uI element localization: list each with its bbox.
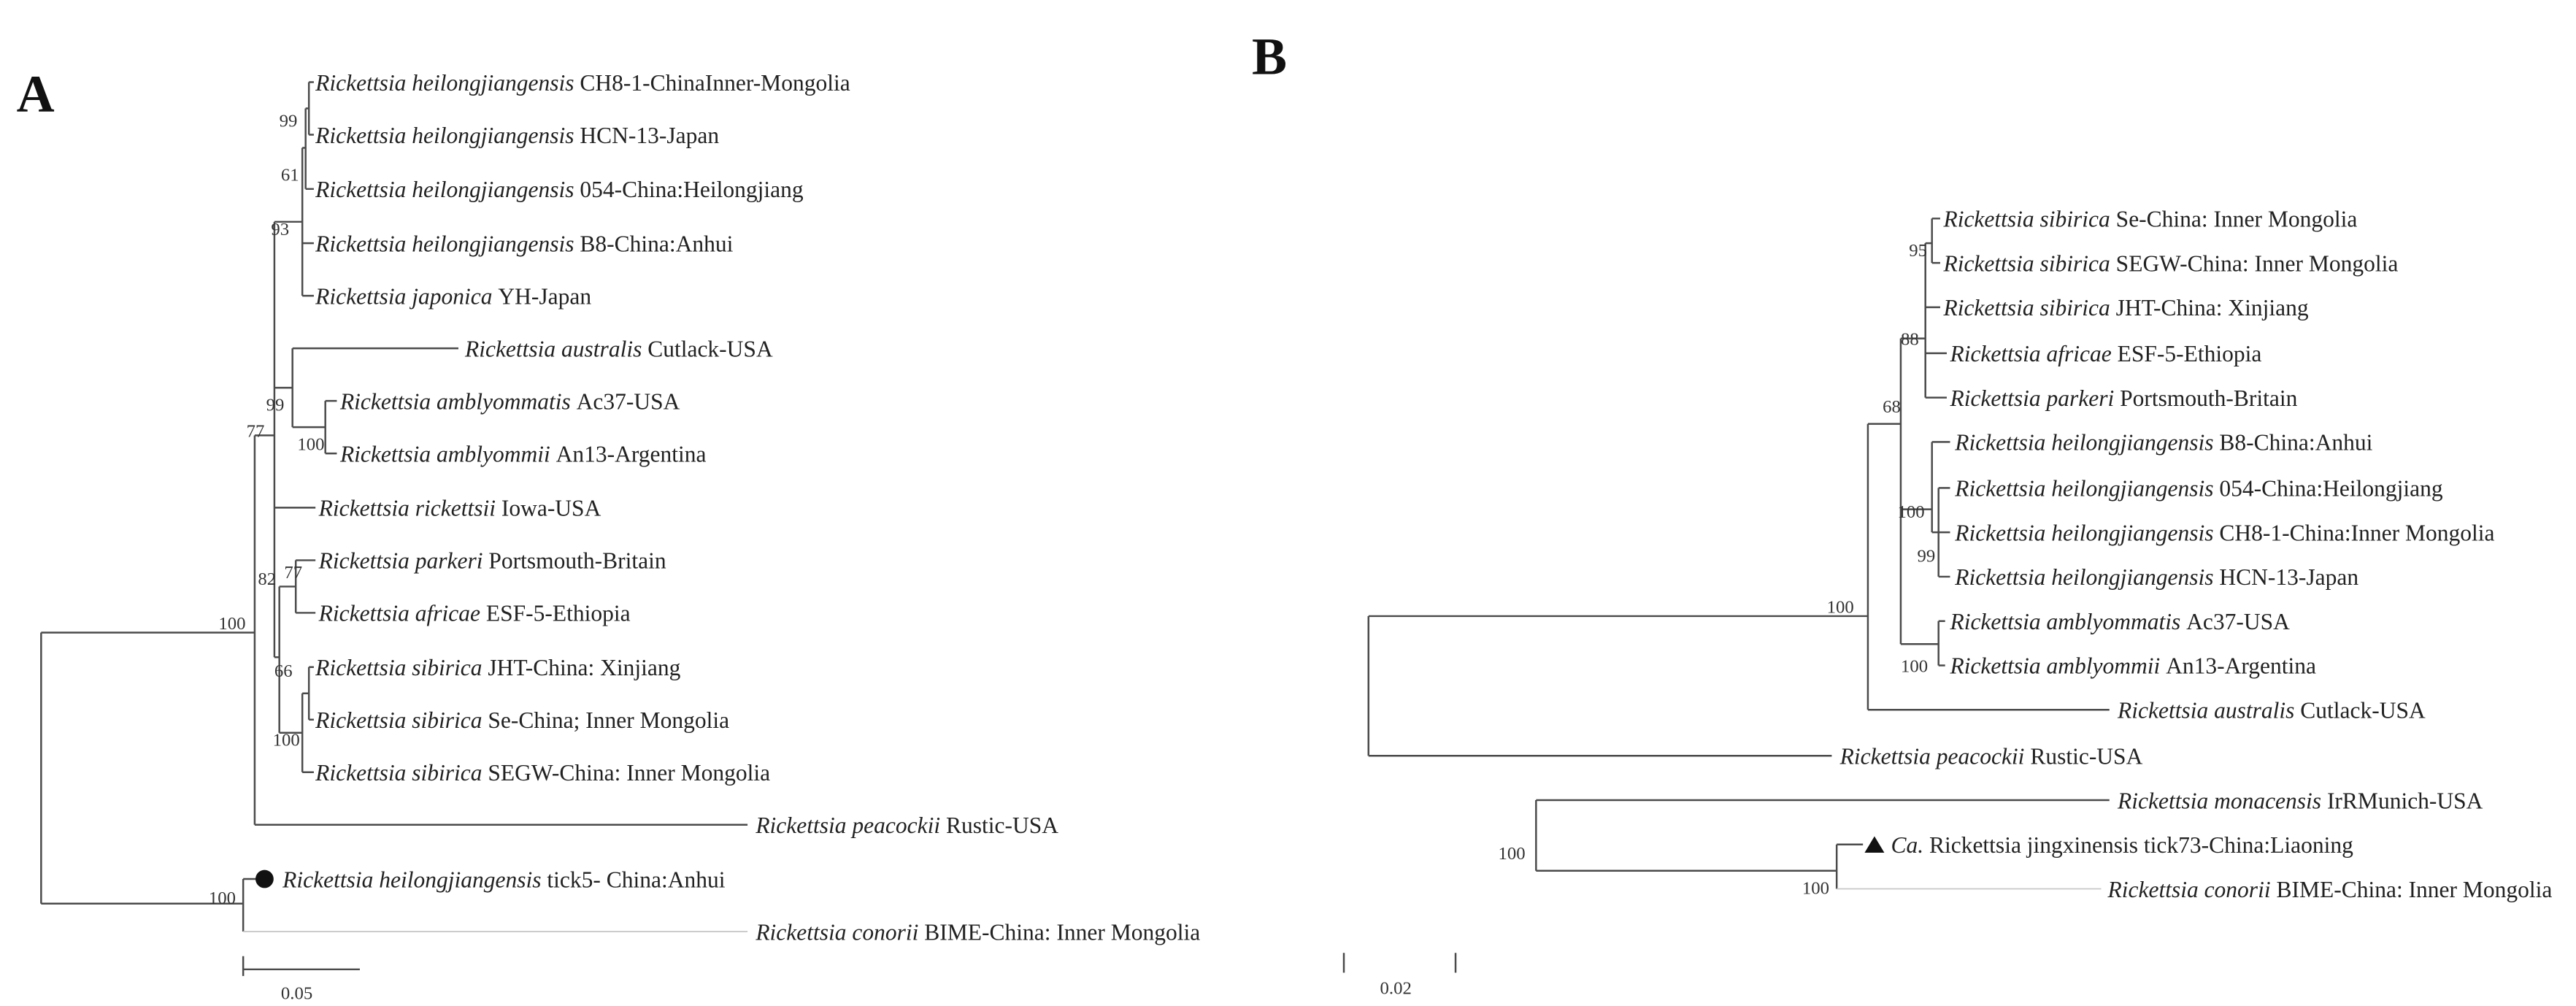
filled-triangle-icon [1864, 837, 1884, 853]
strain-origin: Rustic-USA [2030, 743, 2143, 769]
leaf-label [1954, 476, 2443, 502]
strain-origin: Cutlack-USA [2300, 697, 2426, 723]
strain-origin: BIME-China: Inner Mongolia [2276, 876, 2553, 902]
leaf-label [1954, 520, 2494, 545]
bootstrap-value: 77 [284, 563, 303, 583]
bootstrap-value: 100 [1826, 597, 1854, 618]
panel-a [17, 65, 1201, 1003]
leaf-label [318, 496, 601, 521]
leaf-label [1942, 250, 2398, 276]
strain-origin: CH8-1-China:Inner Mongolia [2219, 520, 2495, 546]
strain-origin: HCN-13-Japan [580, 122, 720, 148]
bootstrap-value: 88 [1900, 329, 1919, 350]
bootstrap-value: 99 [1917, 546, 1936, 567]
leaf-label [1949, 385, 2297, 411]
strain-origin: ESF-5-Ethiopia [2117, 341, 2262, 367]
taxon-name: Rickettsia peacockii [1839, 743, 2025, 769]
leaf-label [318, 548, 666, 574]
leaf-label [315, 760, 770, 786]
taxon-name: Rickettsia australis [2118, 697, 2295, 723]
leaf-label [339, 441, 707, 466]
taxon-name: Rickettsia heilongjiangensis [315, 231, 574, 257]
strain-origin: B8-China:Anhui [580, 231, 734, 257]
strain-origin: tick5- China:Anhui [547, 867, 726, 893]
taxon-name: Rickettsia amblyommii [1950, 653, 2161, 679]
strain-origin: An13-Argentina [2166, 653, 2317, 679]
taxon-name: Rickettsia parkeri [1950, 385, 2115, 411]
bootstrap-value: 100 [208, 888, 237, 908]
taxon-name: Rickettsia heilongjiangensis [315, 177, 574, 203]
strain-origin: JHT-China: Xinjiang [2115, 295, 2309, 321]
leaf-label [315, 707, 729, 733]
strain-origin: JHT-China: Xinjiang [488, 654, 681, 680]
leaf-label [315, 177, 804, 202]
taxon-name: Rickettsia sibirica [315, 760, 482, 786]
taxon-name: Rickettsia amblyommatis [339, 388, 571, 415]
taxon-name: Rickettsia rickettsii [318, 495, 496, 521]
taxon-name: Rickettsia sibirica [315, 707, 482, 733]
taxon-name: Rickettsia parkeri [318, 548, 483, 574]
leaf-label [2117, 697, 2426, 723]
leaf-label [315, 231, 733, 256]
taxon-name: Rickettsia heilongjiangensis [1955, 475, 2214, 502]
scale-bar-a [243, 956, 360, 976]
strain-origin: Portsmouth-Britain [2120, 385, 2298, 411]
bootstrap-value: 99 [279, 111, 298, 131]
taxon-name: Ca. [1891, 832, 1924, 859]
taxon-name: Rickettsia monacensis [2118, 788, 2322, 814]
taxon-name: Rickettsia peacockii [756, 813, 941, 839]
strain-origin: HCN-13-Japan [2219, 564, 2359, 591]
taxon-name: Rickettsia heilongjiangensis [315, 69, 574, 96]
strain-origin: Se-China: Inner Mongolia [2115, 206, 2358, 232]
taxon-name: Rickettsia heilongjiangensis [1955, 520, 2214, 546]
leaf-label [464, 336, 773, 361]
leaf-label [315, 283, 591, 309]
strain-origin: Cutlack-USA [647, 336, 773, 362]
leaf-label [2107, 877, 2553, 902]
taxon-name: Rickettsia sibirica [1943, 206, 2110, 232]
panel-b [1252, 27, 2552, 998]
bootstrap-value: 93 [271, 219, 290, 239]
taxon-name: Rickettsia amblyommatis [1950, 608, 2181, 634]
panel-label-b: B [1251, 27, 1288, 86]
bootstrap-value: 61 [280, 165, 299, 185]
leaf-label [755, 813, 1058, 838]
taxon-name: Rickettsia heilongjiangensis [1955, 429, 2214, 456]
taxon-name: Rickettsia amblyommii [339, 441, 550, 467]
strain-origin: CH8-1-ChinaInner-Mongolia [580, 69, 850, 96]
strain-origin: 054-China:Heilongjiang [580, 177, 804, 203]
bootstrap-value: 100 [1498, 844, 1526, 864]
leaf-label [318, 601, 631, 626]
strain-origin: Iowa-USA [501, 495, 601, 521]
strain-origin: Portsmouth-Britain [488, 548, 666, 574]
strain-origin: B8-China:Anhui [2219, 429, 2373, 456]
bootstrap-value: 100 [297, 434, 325, 455]
strain-origin: 054-China:Heilongjiang [2219, 475, 2443, 502]
leaf-label [1942, 295, 2308, 320]
bootstrap-value: 66 [274, 661, 293, 682]
bootstrap-value: 100 [1900, 656, 1929, 677]
bootstrap-value: 68 [1883, 396, 1901, 417]
leaf-label [1954, 430, 2372, 456]
taxon-name: Rickettsia sibirica [1943, 295, 2110, 321]
leaf-label [755, 919, 1200, 945]
scale-bar-label-a: 0.05 [280, 983, 313, 1004]
bootstrap-value: 100 [1802, 878, 1830, 899]
taxon-name: Rickettsia conorii [756, 919, 919, 945]
leaf-label [1942, 207, 2357, 232]
scale-bar-label-b: 0.02 [1380, 978, 1412, 999]
taxon-name: Rickettsia sibirica [315, 654, 482, 680]
leaf-label [1891, 832, 2353, 858]
leaf-label [339, 388, 680, 414]
panel-label-a: A [16, 65, 55, 124]
leaf-label [315, 655, 680, 680]
taxon-name: Rickettsia conorii [2107, 876, 2271, 902]
strain-origin: IrRMunich-USA [2326, 788, 2483, 814]
leaf-label [282, 867, 726, 892]
bootstrap-value: 100 [272, 730, 300, 750]
strain-origin: SEGW-China: Inner Mongolia [488, 760, 771, 786]
bootstrap-value: 82 [258, 569, 277, 590]
taxon-name: Rickettsia africae [318, 600, 480, 626]
taxon-name: Rickettsia sibirica [1943, 250, 2110, 277]
bootstrap-value: 100 [218, 613, 246, 634]
strain-origin: YH-Japan [498, 283, 592, 310]
taxon-name: Rickettsia japonica [315, 283, 493, 310]
leaf-label [315, 70, 850, 96]
bootstrap-value: 100 [1897, 502, 1925, 522]
taxon-name: Rickettsia heilongjiangensis [315, 122, 574, 148]
strain-origin: Ac37-USA [576, 388, 680, 415]
strain-origin: Rickettsia jingxinensis tick73-China:Liaoning [1929, 832, 2353, 859]
leaf-label [2117, 788, 2483, 813]
taxon-name: Rickettsia africae [1950, 341, 2112, 367]
bootstrap-value: 99 [266, 395, 285, 415]
taxon-name: Rickettsia australis [464, 336, 642, 362]
leaf-label [1949, 341, 2261, 366]
leaf-label [1839, 743, 2143, 769]
bootstrap-value: 95 [1909, 241, 1927, 261]
leaf-label [1949, 609, 2290, 634]
strain-origin: ESF-5-Ethiopia [485, 600, 631, 626]
strain-origin: Ac37-USA [2186, 608, 2290, 634]
strain-origin: An13-Argentina [555, 441, 707, 467]
strain-origin: Rustic-USA [945, 813, 1058, 839]
leaf-label [1954, 564, 2358, 590]
leaf-label [315, 123, 719, 148]
strain-origin: Se-China; Inner Mongolia [488, 707, 730, 733]
filled-circle-icon [255, 870, 274, 888]
bootstrap-value: 77 [246, 421, 265, 442]
leaf-label [1949, 653, 2316, 679]
taxon-name: Rickettsia heilongjiangensis [1955, 564, 2214, 591]
scale-bar-b [1344, 953, 1456, 972]
strain-origin: SEGW-China: Inner Mongolia [2115, 250, 2399, 277]
taxon-name: Rickettsia heilongjiangensis [282, 867, 542, 893]
strain-origin: BIME-China: Inner Mongolia [924, 919, 1201, 945]
